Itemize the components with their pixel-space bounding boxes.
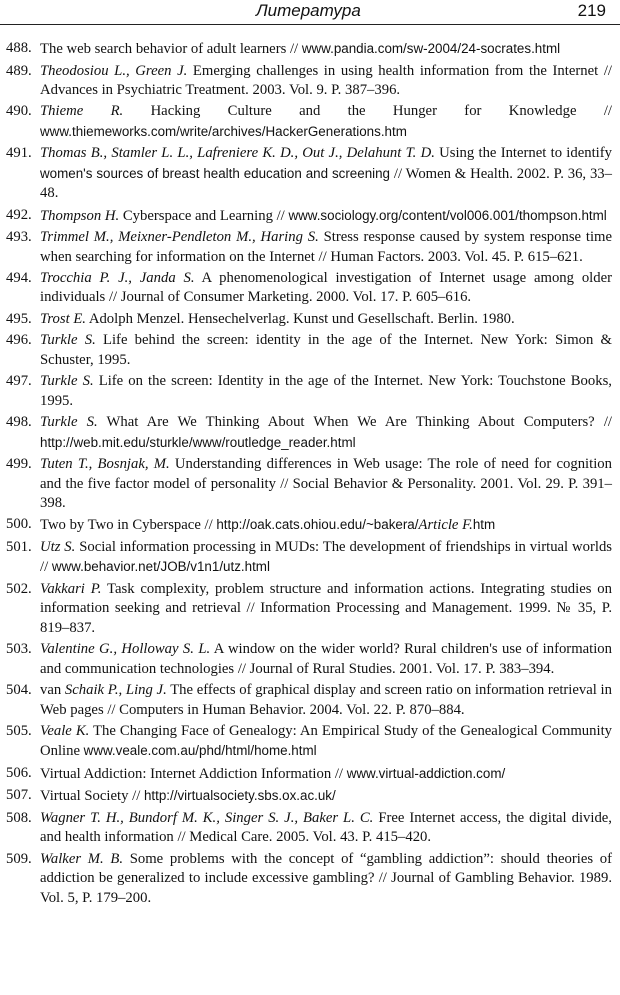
reference-number: 504. [6, 682, 32, 699]
reference-number: 495. [6, 310, 32, 327]
reference-link: www.pandia.com/sw-2004/24-socrates.html [301, 41, 561, 56]
reference-text: van [40, 682, 65, 699]
reference-number: 509. [6, 850, 32, 867]
reference-entry [0, 62, 620, 101]
reference-text: Stress response caused by system response time when searching for information on the Internet // Human Factors. 2003. Vol. 45. P. 615–621. [40, 229, 612, 265]
reference-text: Some problems with the concept of “gambling addiction”: should theories of addiction be generalized to include excessive gambling? // Journal of Gambling Behavior. 1989. Vol. 5, P. 179–200. [40, 850, 612, 906]
reference-author: Turkle S. [40, 414, 98, 431]
reference-author: Turkle S. [40, 332, 96, 349]
reference-number: 506. [6, 764, 32, 781]
reference-number: 497. [6, 373, 32, 390]
reference-author: Thomas B., Stamler L. L., Lafreniere K. D., Out J., Delahunt T. D. [40, 145, 435, 162]
reference-number: 508. [6, 809, 32, 826]
reference-text: Life on the screen: Identity in the age of the Internet. New York: Touchstone Books, 1995. [40, 373, 612, 409]
reference-author: Schaik P., Ling J. [64, 682, 167, 699]
reference-number: 493. [6, 229, 32, 246]
reference-entry [0, 722, 620, 762]
reference-entry [0, 413, 620, 453]
reference-number: 491. [6, 145, 32, 162]
reference-text: Hacking Culture and the Hunger for Knowledge // [123, 103, 612, 120]
reference-link: www.sociology.org/content/vol006.001/thompson.html [288, 207, 607, 223]
reference-text: A phenomenological investigation of Internet usage among older individuals // Journal of Consumer Marketing. 2000. Vol. 17. P. 605–616. [40, 270, 612, 306]
reference-author: Turkle S. [40, 373, 94, 390]
reference-author: Trocchia P. J., Janda S. [40, 270, 195, 287]
reference-text: Social information processing in MUDs: The development of friendships in virtual worlds // [40, 538, 613, 576]
reference-number: 494. [6, 270, 32, 287]
reference-entry [0, 640, 620, 679]
reference-text: The web search behavior of adult learners // [40, 41, 302, 57]
reference-text: The Changing Face of Genealogy: An Empirical Study of the Genealogical Community Online [40, 723, 612, 760]
reference-text: Task complexity, problem structure and information actions. Integrating studies on information seeking and retrieval // Information Processing and Management. 1999. № 35, P. 819–837. [40, 580, 612, 636]
reference-author: Wagner T. H., Bundorf M. K., Singer S. J., Baker L. C. [40, 809, 374, 826]
reference-author: Valentine G., Holloway S. L. [40, 641, 211, 658]
reference-entry [0, 850, 620, 908]
reference-entry [0, 372, 620, 411]
reference-text: // Women & Health. 2002. P. 36, 33–48. [40, 165, 612, 202]
reference-entry [0, 455, 620, 513]
reference-link: www.thiemeworks.com/write/archives/HackerGenerations.htm [40, 123, 407, 139]
reference-text: What Are We Thinking About When We Are Thinking About Computers? // [97, 414, 612, 431]
reference-number: 498. [6, 414, 32, 431]
reference-entry [0, 580, 620, 638]
reference-number: 499. [6, 456, 32, 473]
reference-text: Free Internet access, the digital divide, and health information // Medical Care. 2005. Vol. 43. P. 415–420. [40, 809, 612, 846]
reference-text: Virtual Society // [40, 788, 144, 805]
reference-text: A window on the wider world? Rural children's use of information and communication technologies // Journal of Rural Studies. 2001. Vol. 17. P. 383–394. [40, 641, 612, 677]
reference-entry [0, 144, 620, 203]
reference-entry [0, 809, 620, 848]
reference-entry [0, 39, 620, 59]
reference-number: 490. [6, 103, 32, 120]
reference-number: 505. [6, 723, 32, 739]
reference-link: http://oak.cats.ohiou.edu/~bakera/ [216, 517, 419, 533]
reference-author: Tuten T., Bosnjak, M. [40, 456, 170, 473]
reference-author: Thieme R. [40, 103, 124, 120]
reference-number: 488. [6, 40, 32, 56]
reference-number: 492. [6, 206, 32, 223]
reference-text: Virtual Addiction: Internet Addiction Information // [40, 765, 347, 782]
reference-author: Trost E. [40, 310, 86, 327]
reference-entry [0, 269, 620, 308]
reference-text: Understanding differences in Web usage: The role of need for cognition and the five factor model of personality // Social Behavior & Personality. 2001. Vol. 29. P. 391–398. [40, 456, 612, 511]
reference-text: Adolph Menzel. Hensechelverlag. Kunst und Gesellschaft. Berlin. 1980. [85, 310, 515, 327]
reference-number: 507. [6, 787, 32, 804]
reference-entry [0, 538, 620, 578]
reference-entry [0, 515, 620, 535]
reference-author: Trimmel M., Meixner-Pendleton M., Haring S. [40, 229, 319, 246]
running-title: Литература [256, 1, 361, 20]
reference-author: Theodosiou L., Green J. [40, 62, 188, 79]
reference-author: Article F. [418, 517, 473, 534]
reference-text: The effects of graphical display and screen ratio on information retrieval in Web pages // Computers in Human Behavior. 2004. Vol. 22. P. 870–884. [40, 682, 612, 718]
header-divider [0, 24, 620, 25]
reference-text: Two by Two in Cyberspace // [40, 517, 217, 534]
reference-link: women's sources of breast health education and screening [40, 165, 391, 181]
reference-entry [0, 786, 620, 806]
reference-link: www.behavior.net/JOB/v1n1/utz.html [51, 559, 270, 575]
reference-link: www.veale.com.au/phd/html/home.html [83, 743, 317, 759]
page-number: 219 [577, 1, 606, 20]
reference-text: Life behind the screen: identity in the age of the Internet. New York: Simon & Schuster, 1995. [40, 332, 612, 368]
reference-link: htm [472, 517, 496, 533]
reference-number: 489. [6, 62, 32, 79]
reference-author: Utz S. [40, 538, 76, 555]
reference-list [0, 39, 620, 910]
reference-number: 496. [6, 332, 32, 349]
reference-author: Thompson H. [40, 207, 120, 224]
reference-entry [0, 681, 620, 720]
page-header [0, 0, 620, 26]
reference-text: Cyberspace and Learning // [119, 207, 289, 224]
reference-entry [0, 206, 620, 226]
reference-link: http://web.mit.edu/sturkle/www/routledge_reader.html [40, 434, 356, 450]
reference-author: Veale K. [40, 723, 90, 739]
reference-number: 502. [6, 580, 32, 597]
reference-link: www.virtual-addiction.com/ [346, 765, 506, 781]
reference-entry [0, 102, 620, 142]
reference-entry [0, 228, 620, 267]
reference-number: 501. [6, 538, 32, 555]
reference-entry [0, 310, 620, 329]
reference-entry [0, 764, 620, 784]
reference-author: Vakkari P. [40, 580, 102, 597]
reference-text: Emerging challenges in using health information from the Internet // Advances in Psychiatric Treatment. 2003. Vol. 9. P. 387–396. [40, 62, 612, 98]
reference-author: Walker M. B. [40, 850, 124, 867]
reference-text: Using the Internet to identify [434, 145, 612, 162]
reference-entry [0, 331, 620, 370]
reference-number: 503. [6, 641, 32, 658]
reference-link: http://virtualsociety.sbs.ox.ac.uk/ [143, 788, 336, 804]
reference-number: 500. [6, 516, 32, 533]
